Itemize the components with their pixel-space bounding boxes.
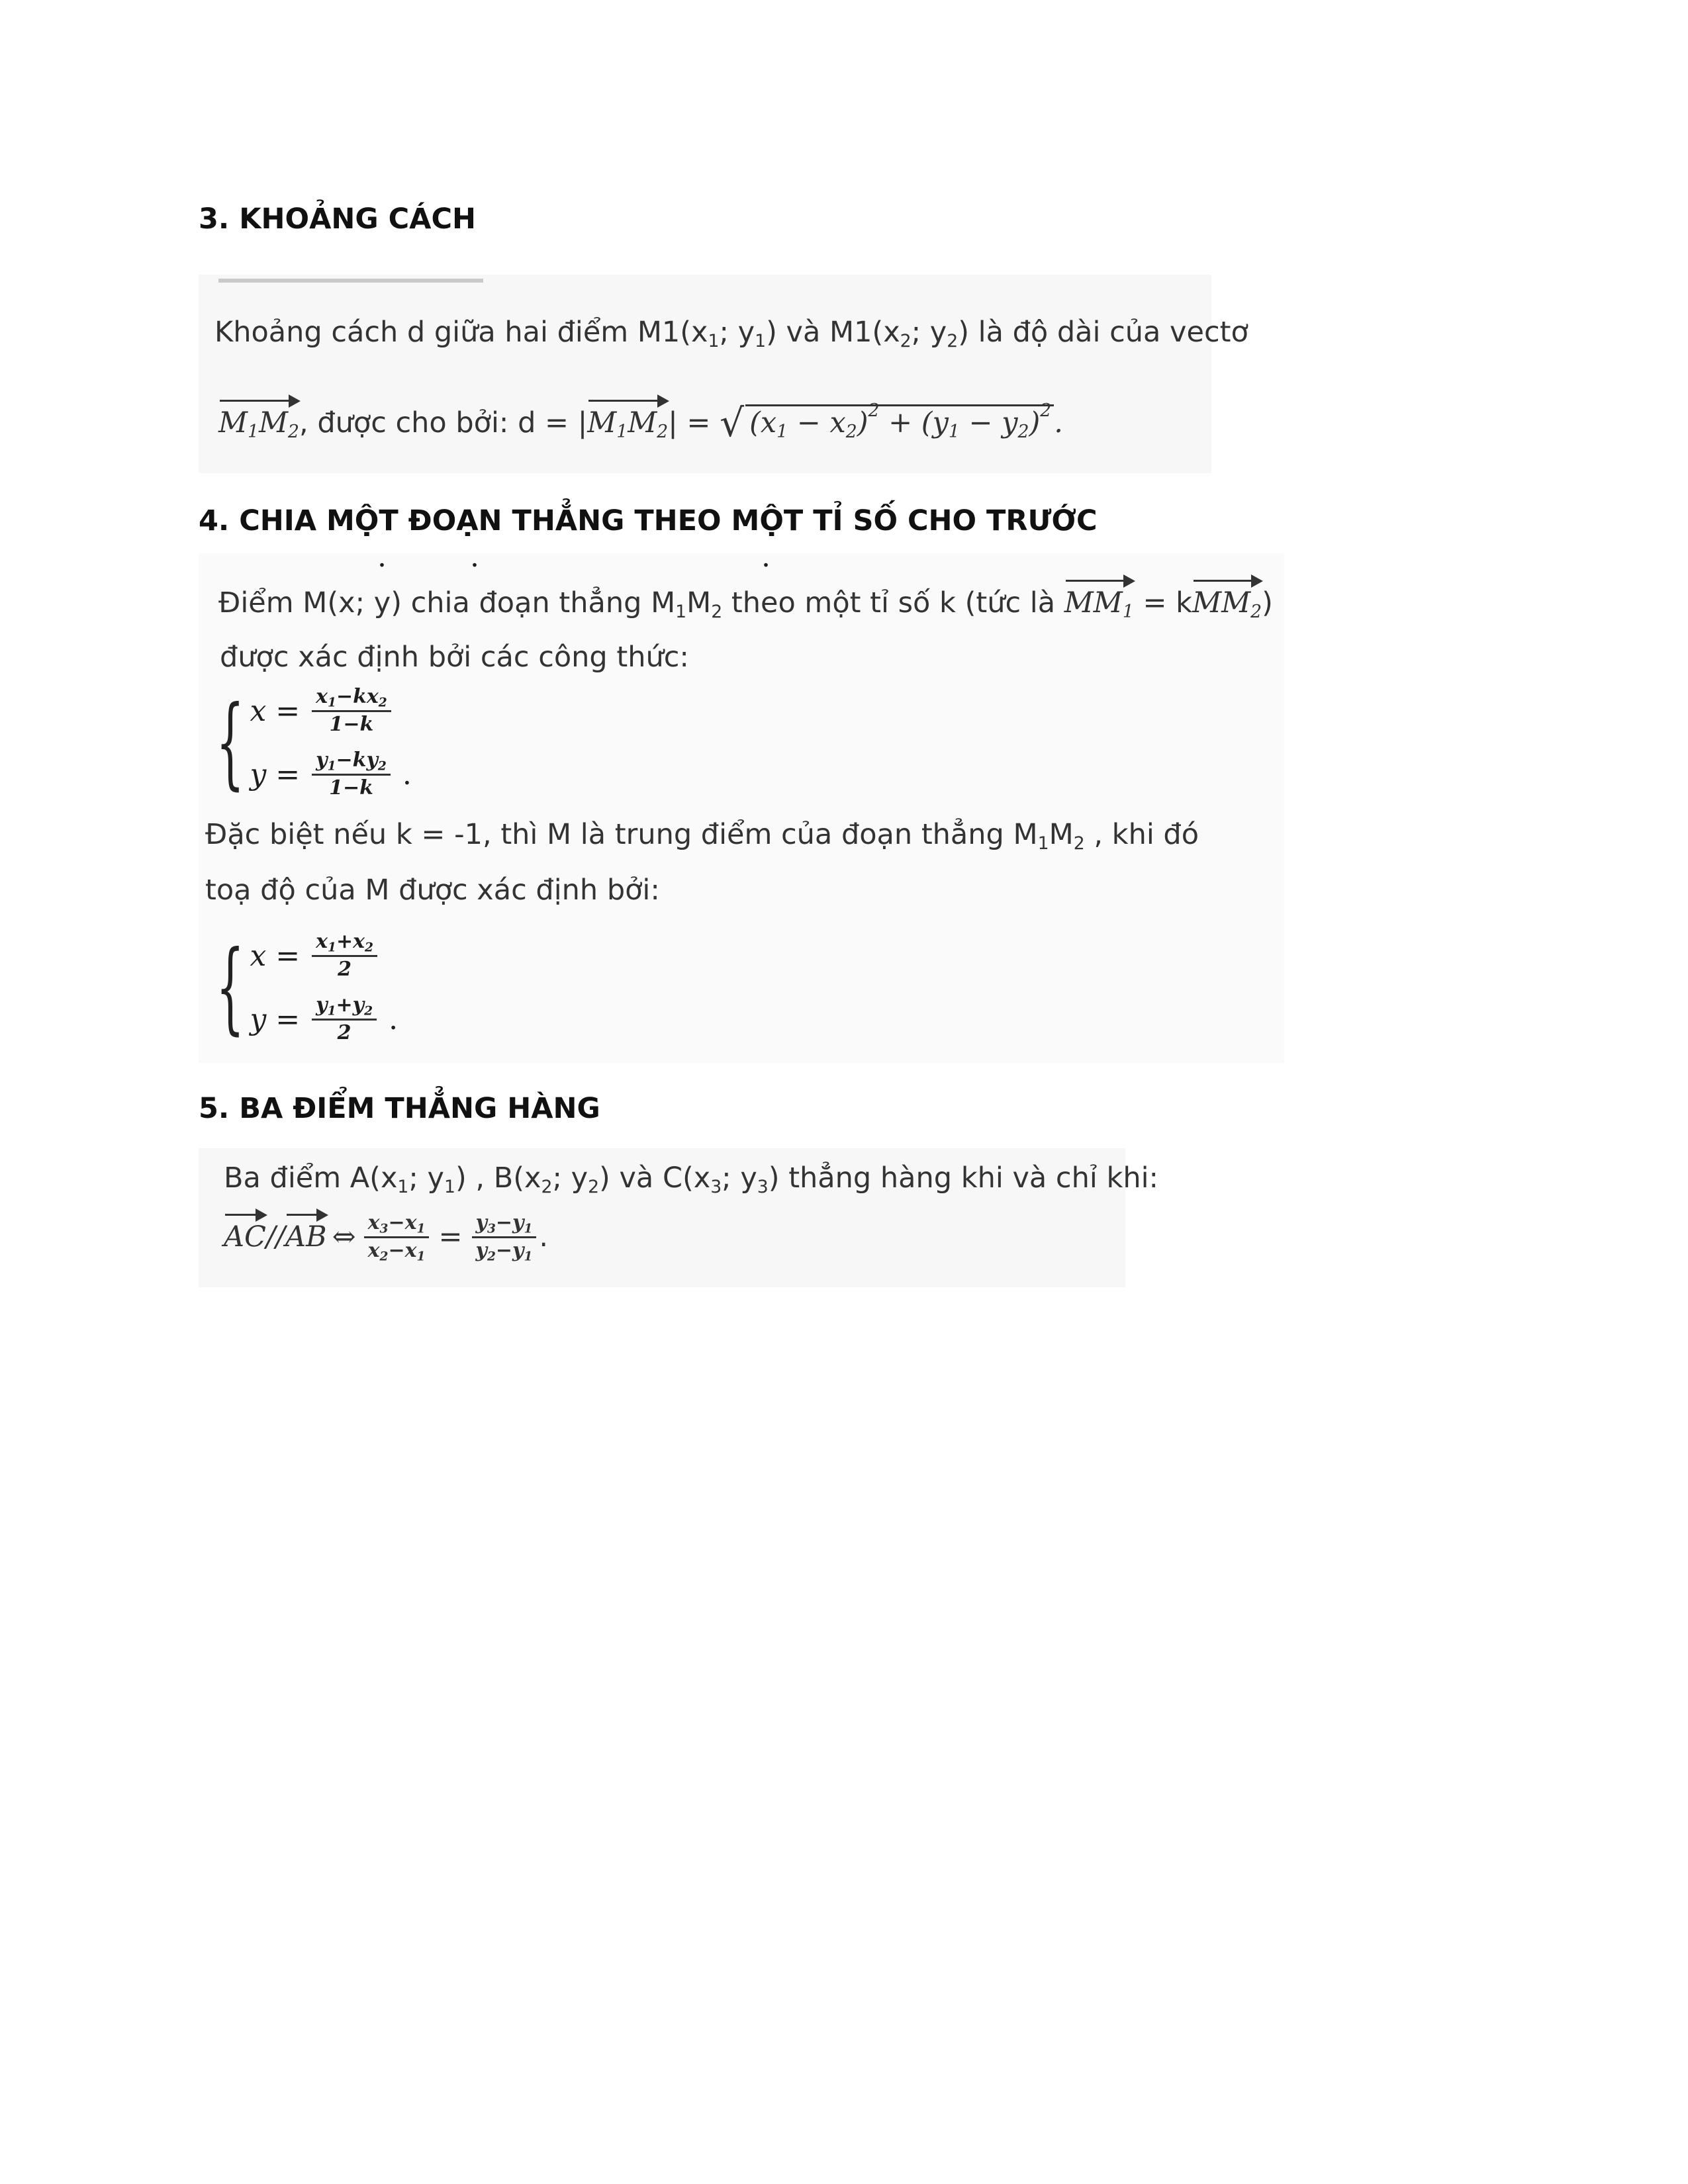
division-formula-image: . . . Điểm M(x; y) chia đoạn thẳng $M_1M_2$ theo một tỉ số k (tức là $MM_1 = kMM_2$) được xác định bởi các công thức: { x = $\frac{x_1-kx_2}{1-k}$ y = $\frac{y_1-ky_2}{1-k}$ . Đặc biệt nếu k = -1, thì M là trung điểm của đoạn thẳng $M_1M_2$ , khi đó toạ độ của M được xác định bởi: { x = $\frac{x_1+x_2}{2}$ y = $\frac{y_1+y_2}{2}$ .	[199, 553, 1284, 1063]
midpoint-note-line: Đặc biệt nếu k = -1, thì M là trung điểm của đoạn thẳng $M_1M_2$ , khi đó	[205, 818, 1199, 854]
sqrt-expression: $(x_1 - x_2)^2 + (y_1 - y_2)^2$	[745, 404, 1054, 439]
vector-m1m2: $M_1M_2$	[218, 406, 299, 443]
distance-formula-image	[199, 275, 1248, 473]
y-midpoint-equation: y = $\frac{y_1+y_2}{2}$ .	[250, 993, 399, 1044]
vector-mm2: $MM_2$	[1192, 586, 1262, 622]
collinear-formula-line: AC // AB ⇔ $\frac{x_3-x_1}{x_2-x_1}$ = $\frac{y_3-y_1}{y_2-y_1}$ .	[224, 1211, 549, 1264]
cropped-text-remnant	[218, 279, 483, 283]
distance-definition-line: Khoảng cách d giữa hai điểm $M1(x_1$; $y_1$) và $M1(x_2$; $y_2$) là độ dài của vectơ	[214, 316, 1248, 351]
x-ratio: $\frac{x_3-x_1}{x_2-x_1}$	[364, 1212, 430, 1262]
vector-m1m2-magnitude: $M_1M_2$	[587, 406, 669, 443]
y-division-equation: y = $\frac{y_1-ky_2}{1-k}$ .	[250, 749, 412, 799]
left-brace: {	[216, 930, 245, 1045]
y-ratio: $\frac{y_3-y_1}{y_2-y_1}$	[472, 1212, 537, 1262]
formula-intro-line: được xác định bởi các công thức:	[220, 641, 689, 674]
sqrt-symbol: √	[720, 400, 745, 445]
section-5-heading: 5. BA ĐIỂM THẲNG HÀNG	[199, 1092, 600, 1125]
collinear-definition-line: Ba điểm $A(x_1$; $y_1$) , $B(x_2$; $y_2$) và $C(x_3$; $y_3$) thẳng hàng khi và chỉ khi:	[224, 1161, 1159, 1197]
midpoint-intro-line: toạ độ của M được xác định bởi:	[205, 874, 660, 907]
division-definition-line: Điểm M(x; y) chia đoạn thẳng $M_1M_2$ theo một tỉ số k (tức là $MM_1 = kMM_2$)	[218, 586, 1273, 622]
distance-formula-line: $M_1M_2$, được cho bởi: $d = |M_1M_2|$ = √ $(x_1 - x_2)^2 + (y_1 - y_2)^2$.	[218, 400, 1063, 445]
division-formula-system	[199, 686, 412, 799]
x-division-equation: x = $\frac{x_1-kx_2}{1-k}$	[250, 686, 411, 736]
left-brace: {	[216, 685, 245, 800]
vector-ab: AB	[285, 1220, 327, 1253]
collinear-formula-image	[199, 1148, 1159, 1287]
x-midpoint-equation: x = $\frac{x_1+x_2}{2}$	[250, 931, 398, 981]
section-4-heading: 4. CHIA MỘT ĐOẠN THẲNG THEO MỘT TỈ SỐ CHO TRƯỚC	[199, 504, 1098, 537]
midpoint-formula-system	[199, 931, 398, 1044]
vector-mm1: $MM_1$	[1064, 586, 1134, 622]
vector-ac: AC	[224, 1220, 266, 1253]
section-3-heading: 3. KHOẢNG CÁCH	[199, 203, 476, 236]
